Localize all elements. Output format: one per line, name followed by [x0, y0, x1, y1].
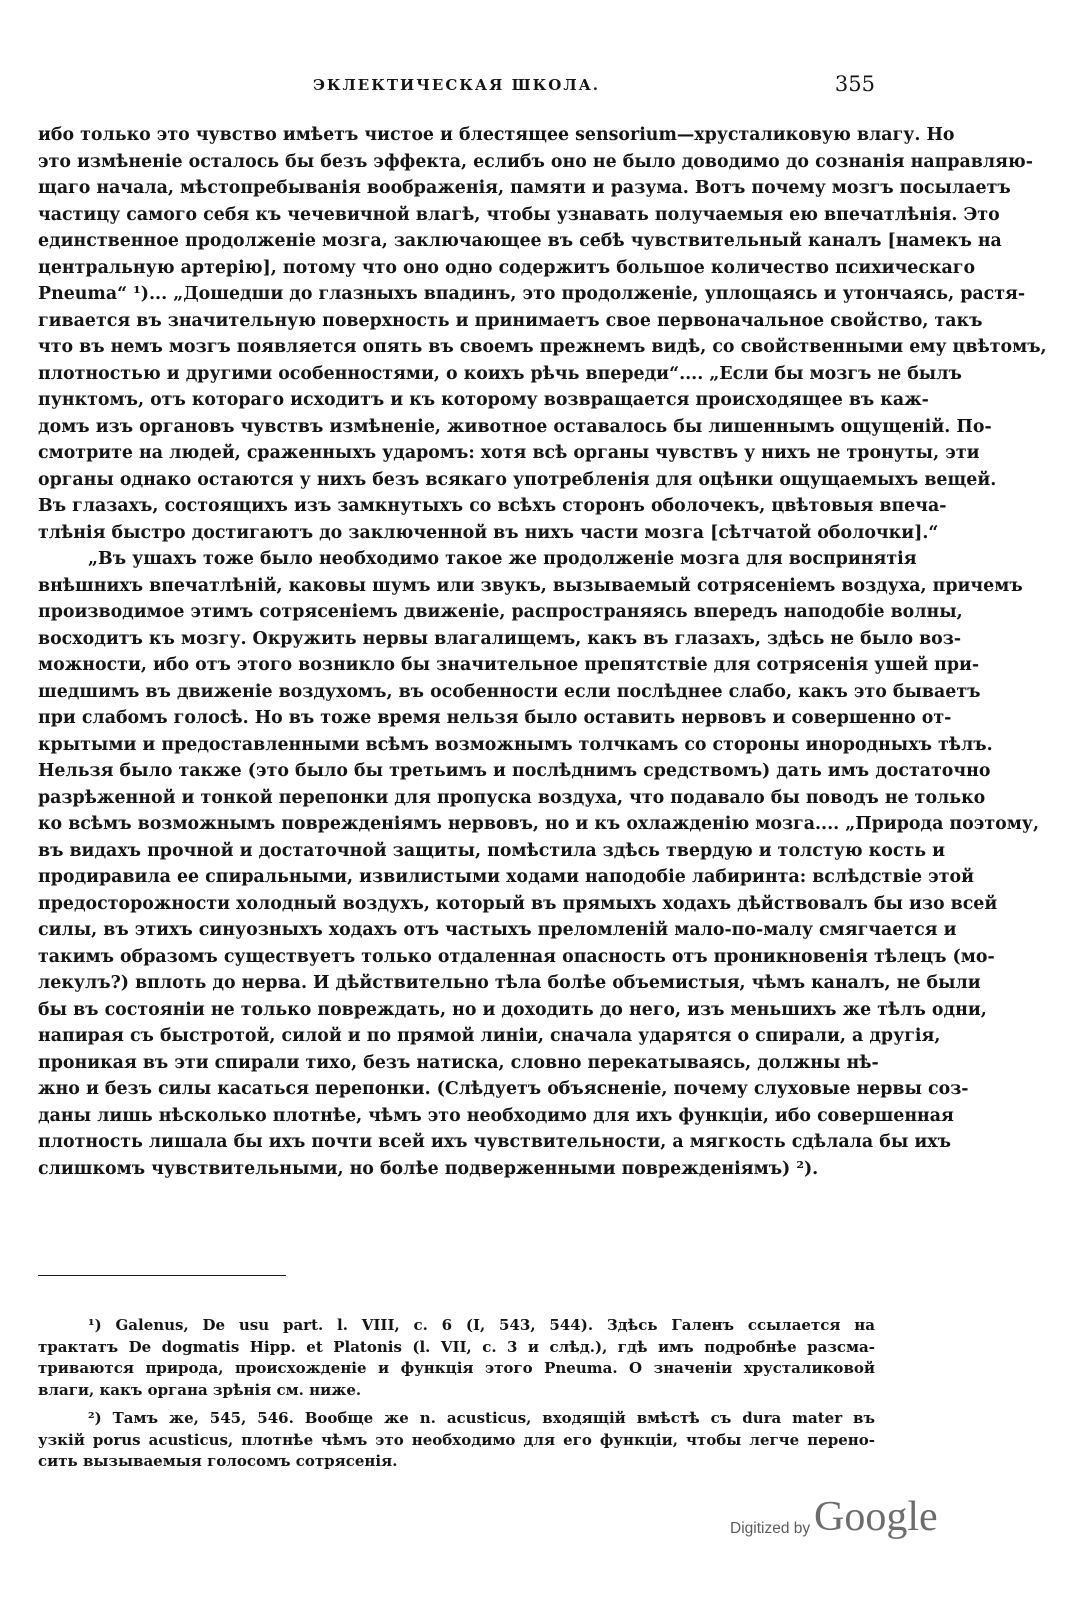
text-line: напирая съ быстротой, силой и по прямой линіи, сначала ударятся о спирали, а другія, [38, 1026, 941, 1046]
google-logo: Google [814, 1494, 938, 1540]
footnote-line: ¹) Galenus, De usu part. l. VIII, c. 6 (I, 543, 544). Здѣсь Галенъ ссылается на [88, 1316, 875, 1334]
footnote-line: ²) Тамъ же, 545, 546. Вообще же n. acusticus, входящій вмѣстѣ съ dura mater въ [88, 1409, 875, 1427]
text-line: что въ немъ мозгъ появляется опять въ своемъ прежнемъ видѣ, со свойственными ему цвѣтомъ, [38, 337, 1047, 357]
text-line: единственное продолженіе мозга, заключающее въ себѣ чувствительный каналъ [намекъ на [38, 231, 1002, 251]
text-line: при слабомъ голосѣ. Но въ тоже время нельзя было оставить нервовъ и совершенно от- [38, 708, 952, 728]
text-line: Въ глазахъ, состоящихъ изъ замкнутыхъ со всѣхъ сторонъ оболочекъ, цвѣтовыя впеча- [38, 496, 947, 516]
text-line: ко всѣмъ возможнымъ поврежденіямъ нервовъ, но и къ охлажденію мозга.... „Природа поэтому, [38, 814, 1039, 834]
text-line: „Въ ушахъ тоже было необходимо такое же продолженіе мозга для воспринятія [88, 549, 917, 569]
text-line: ибо только это чувство имѣетъ чистое и блестящее sensorium—хрусталиковую влагу. Но [38, 125, 955, 145]
text-line: можности, ибо отъ этого возникло бы значительное препятствіе для сотрясенія ушей при- [38, 655, 980, 675]
text-line: разрѣженной и тонкой перепонки для пропуска воздуха, что подавало бы поводъ не только [38, 787, 986, 808]
text-line: лекулъ?) вплоть до нерва. И дѣйствительно тѣла болѣе объемистыя, чѣмъ каналъ, не были [38, 973, 981, 993]
footnote-line: триваются природа, происхожденіе и функція этого Pneuma. О значеніи хрусталиковой [38, 1359, 875, 1377]
text-line: предосторожности холодный воздухъ, который въ прямыхъ ходахъ дѣйствовалъ бы изо всей [38, 893, 998, 914]
text-line: силы, въ этихъ синуозныхъ ходахъ отъ частыхъ преломленій мало-по-малу смягчается и [38, 920, 957, 940]
footnote-gap [38, 1401, 875, 1408]
text-line: слишкомъ чувствительными, но болѣе подверженными поврежденіямъ) ²). [38, 1158, 819, 1179]
text-line: это измѣненіе осталось бы безъ эффекта, еслибъ оно не было доводимо до сознанія направляю- [38, 151, 1033, 172]
running-title: ЭКЛЕКТИЧЕСКАЯ ШКОЛА. [312, 76, 601, 94]
text-line: щаго начала, мѣстопребыванія воображенія, памяти и разума. Вотъ почему мозгъ посылаетъ [38, 178, 1011, 198]
text-line: гивается въ значительную поверхность и принимаетъ свое первоначальное свойство, такъ [38, 310, 983, 331]
text-line: внѣшнихъ впечатлѣній, каковы шумъ или звукъ, вызываемый сотрясеніемъ воздуха, причемъ [38, 575, 1023, 596]
text-line: плотностью и другими особенностями, о коихъ рѣчь впереди“.... „Если бы мозгъ не былъ [38, 363, 962, 384]
text-line: плотность лишала бы ихъ почти всей ихъ чувствительности, а мягкость сдѣлала бы ихъ [38, 1132, 951, 1152]
footnotes [38, 1315, 875, 1473]
text-line: восходитъ къ мозгу. Окружить нервы влагалищемъ, какъ въ глазахъ, здѣсь не было воз- [38, 628, 962, 649]
footnote-line: влаги, какъ органа зрѣнія см. ниже. [38, 1380, 362, 1399]
footnote-divider [38, 1275, 286, 1276]
running-header [38, 72, 875, 102]
text-line: Pneuma“ ¹)... „Дошедши до глазныхъ впадинъ, это продолженіе, уплощаясь и утончаясь, растя- [38, 284, 1026, 304]
digitization-watermark [730, 1493, 950, 1553]
text-line: проникая въ эти спирали тихо, безъ натиска, словно перекатываясь, должны нѣ- [38, 1052, 879, 1073]
text-line: домъ изъ органовъ чувствъ измѣненіе, животное оставалось бы лишеннымъ ощущеній. По- [38, 416, 992, 437]
text-line: производимое этимъ сотрясеніемъ движеніе, распространяясь впередъ наподобіе волны, [38, 602, 963, 622]
text-line: въ видахъ прочной и достаточной защиты, помѣстила здѣсь твердую и толстую кость и [38, 840, 945, 861]
text-line: органы однако остаются у нихъ безъ всякаго употребленія для оцѣнки ощущаемыхъ вещей. [38, 469, 997, 490]
text-line: продиравила ее спиральными, извилистыми ходами наподобіе лабиринта: вслѣдствіе этой [38, 867, 974, 887]
page-number: 355 [834, 72, 875, 96]
watermark-prefix: Digitized by [730, 1520, 811, 1537]
text-line: такимъ образомъ существуетъ только отдаленная опасность отъ проникновенія тѣлецъ (мо- [38, 946, 995, 967]
text-line: частицу самого себя къ чечевичной влагѣ, чтобы узнавать получаемыя ею впечатлѣнія. Это [38, 204, 1000, 225]
text-line: крытыми и предоставленными всѣмъ возможнымъ толчкамъ со стороны инородныхъ тѣлъ. [38, 734, 993, 755]
text-line: тлѣнія быстро достигаютъ до заключенной въ нихъ части мозга [сѣтчатой оболочки].“ [38, 522, 939, 543]
main-text [38, 122, 1047, 1182]
text-line: смотрите на людей, сраженныхъ ударомъ: хотя всѣ органы чувствъ у нихъ не тронуты, эти [38, 443, 980, 463]
text-line: бы въ состояніи не только повреждать, но и доходить до него, изъ меньшихъ же тѣлъ одни, [38, 999, 987, 1020]
footnote-line: трактатъ De dogmatis Hipp. et Platonis (l. VII, c. 3 и слѣд.), гдѣ имъ подробнѣе разсма- [38, 1337, 875, 1356]
footnote-line: узкій porus acusticus, плотнѣе чѣмъ это необходимо для его функціи, чтобы легче перено- [38, 1430, 875, 1449]
text-line: центральную артерію], потому что оно одно содержитъ большое количество психическаго [38, 257, 976, 278]
text-line: пунктомъ, отъ котораго исходитъ и къ которому возвращается происходящее въ каж- [38, 390, 929, 410]
text-line: шедшимъ въ движеніе воздухомъ, въ особенности если послѣднее слабо, какъ это бываетъ [38, 681, 981, 702]
text-line: даны лишь нѣсколько плотнѣе, чѣмъ это необходимо для ихъ функціи, ибо совершенная [38, 1105, 954, 1126]
text-line: Нельзя было также (это было бы третьимъ и послѣднимъ средствомъ) дать имъ достаточно [38, 761, 991, 781]
text-line: жно и безъ силы касаться перепонки. (Слѣдуетъ объясненіе, почему слуховые нервы соз- [38, 1079, 969, 1099]
footnote-line: сить вызываемыя голосомъ сотрясенія. [38, 1452, 398, 1470]
